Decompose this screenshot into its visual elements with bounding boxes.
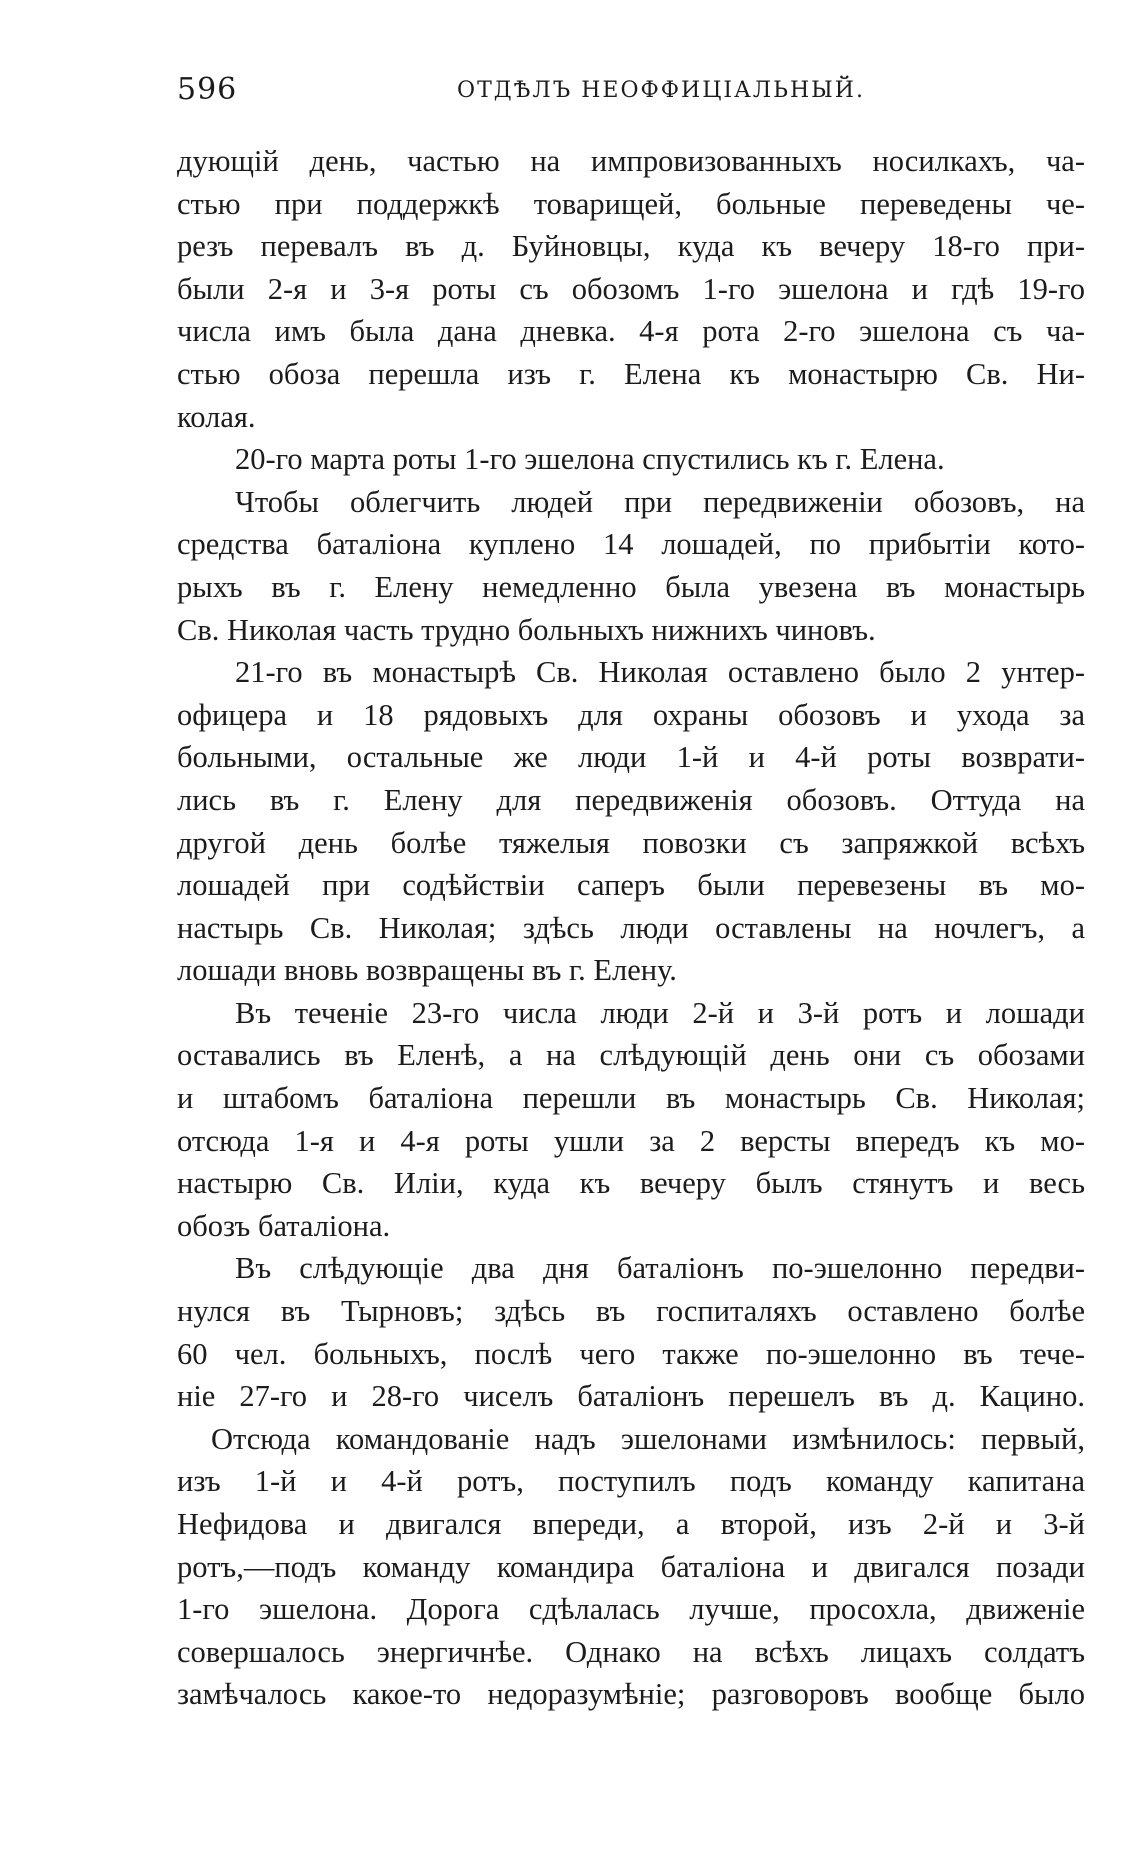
text-line: больными, остальные же люди 1-й и 4-й роты возврати- (177, 740, 1085, 775)
text-line: средства баталіона куплено 14 лошадей, по прибытіи кото- (177, 527, 1085, 562)
text-line: замѣчалось какое-то недоразумѣніе; разговоровъ вообще было (177, 1677, 1085, 1712)
text-line: отсюда 1-я и 4-я роты ушли за 2 версты впередъ къ мо- (177, 1123, 1085, 1158)
body-text (177, 140, 1085, 1716)
text-line: и штабомъ баталіона перешли въ монастырь Св. Николая; (177, 1081, 1085, 1116)
text-line: настырю Св. Иліи, куда къ вечеру былъ стянутъ и весь (177, 1166, 1085, 1201)
text-line: Нефидова и двигался впереди, а второй, изъ 2-й и 3-й (177, 1507, 1085, 1541)
text-line: колая. (177, 399, 256, 434)
text-line: Въ теченіе 23-го числа люди 2-й и 3-й ротъ и лошади (235, 995, 1085, 1030)
text-line: резъ перевалъ въ д. Буйновцы, куда къ вечеру 18-го при- (177, 229, 1085, 264)
text-line: лись въ г. Елену для передвиженія обозовъ. Оттуда на (177, 782, 1085, 817)
text-line: другой день болѣе тяжелыя повозки съ запряжкой всѣхъ (177, 825, 1085, 860)
text-line: стью обоза перешла изъ г. Елена къ монастырю Св. Ни- (177, 356, 1085, 391)
text-line: обозъ баталіона. (177, 1208, 391, 1243)
text-line: Св. Николая часть трудно больныхъ нижнихъ чиновъ. (177, 612, 876, 647)
text-line: лошадей при содѣйствіи саперъ были перевезены въ мо- (177, 868, 1085, 903)
text-line: Чтобы облегчить людей при передвиженіи обозовъ, на (235, 484, 1085, 519)
text-line: офицера и 18 рядовыхъ для охраны обозовъ и ухода за (177, 697, 1085, 732)
text-line: были 2-я и 3-я роты съ обозомъ 1-го эшелона и гдѣ 19-го (177, 271, 1085, 306)
text-line: 60 чел. больныхъ, послѣ чего также по-эшелонно въ тече- (177, 1336, 1085, 1371)
text-line: 1-го эшелона. Дорога сдѣлалась лучше, просохла, движеніе (177, 1592, 1085, 1627)
text-line: рыхъ въ г. Елену немедленно была увезена въ монастырь (177, 569, 1085, 604)
text-line: настырь Св. Николая; здѣсь люди оставлены на ночлегъ, а (177, 910, 1085, 945)
text-line: совершалось энергичнѣе. Однако на всѣхъ лицахъ солдатъ (177, 1634, 1085, 1669)
text-line: Въ слѣдующіе два дня баталіонъ по-эшелонно передви- (235, 1251, 1085, 1286)
text-line: ніе 27-го и 28-го чиселъ баталіонъ перешелъ въ д. Кацино. (177, 1379, 1085, 1414)
text-line: оставались въ Еленѣ, а на слѣдующій день они съ обозами (177, 1038, 1085, 1073)
text-line: 20-го марта роты 1-го эшелона спустились къ г. Елена. (235, 442, 945, 477)
text-line: 21-го въ монастырѣ Св. Николая оставлено было 2 унтер- (235, 655, 1085, 690)
text-line: Отсюда командованіе надъ эшелонами измѣнилось: первый, (211, 1421, 1085, 1456)
section-title: ОТДѢЛЪ НЕОФФИЦІАЛЬНЫЙ. (457, 78, 865, 103)
text-line: нулся въ Тырновъ; здѣсь въ госпиталяхъ оставлено болѣе (177, 1294, 1085, 1329)
text-line: лошади вновь возвращены въ г. Елену. (177, 953, 677, 988)
text-line: изъ 1-й и 4-й ротъ, поступилъ подъ команду капитана (177, 1464, 1085, 1499)
text-line: числа имъ была дана дневка. 4-я рота 2-го эшелона съ ча- (177, 314, 1085, 349)
text-line: ротъ,—подъ команду командира баталіона и двигался позади (177, 1549, 1085, 1584)
text-line: стью при поддержкѣ товарищей, больные переведены че- (177, 186, 1085, 221)
text-line: дующій день, частью на импровизованныхъ носилкахъ, ча- (177, 144, 1085, 178)
running-head (177, 70, 1085, 110)
page-number: 596 (177, 72, 238, 107)
